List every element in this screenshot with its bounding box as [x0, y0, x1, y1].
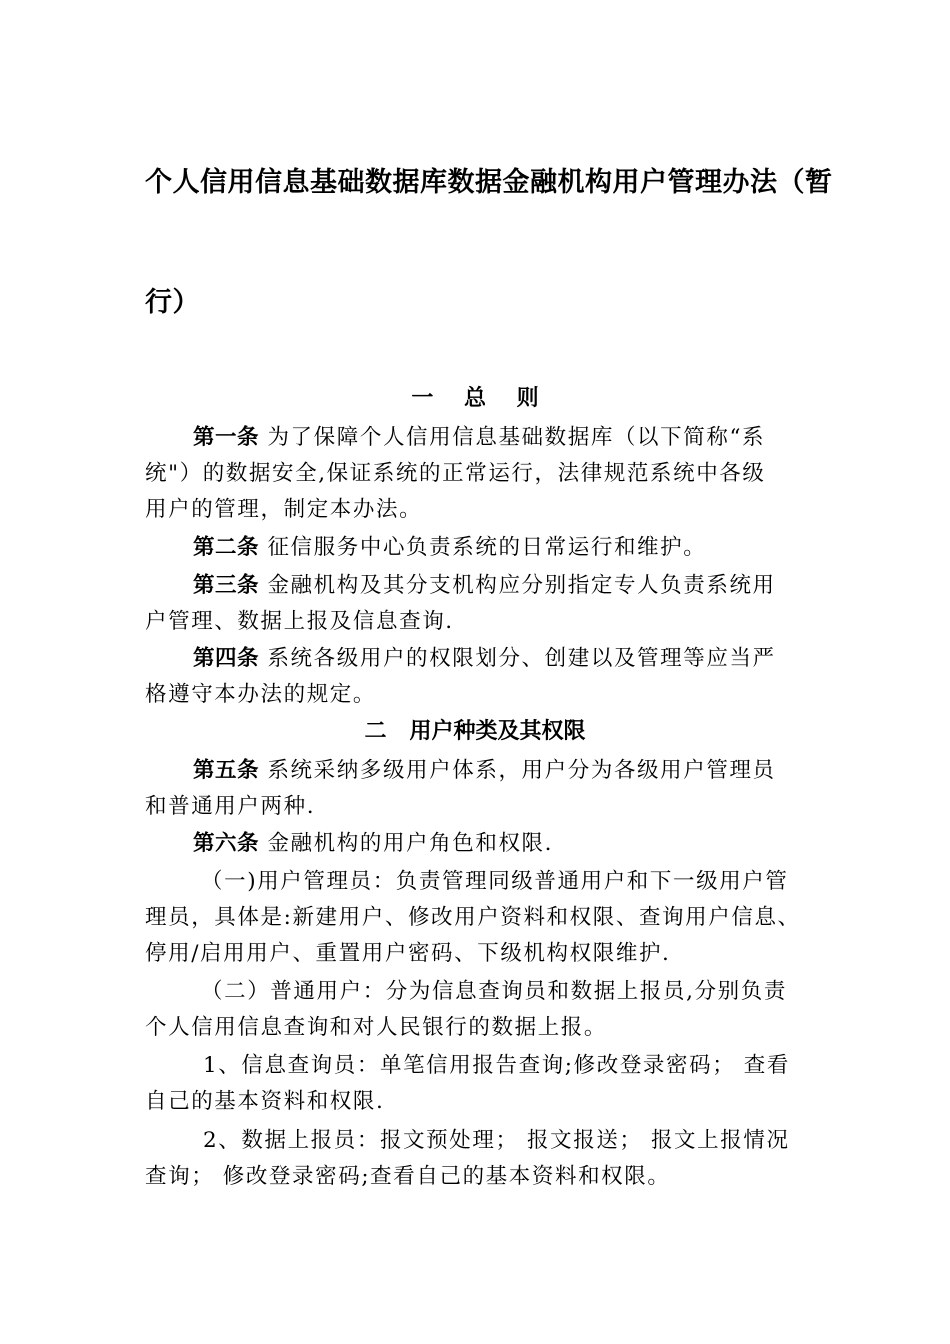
article-5-text: 系统采纳多级用户体系，用户分为各级用户管理员	[259, 758, 776, 783]
article-3-label: 第三条	[193, 573, 260, 598]
article-3-text: 金融机构及其分支机构应分别指定专人负责系统用	[259, 573, 776, 598]
sub-2-line-2: 查询； 修改登录密码;查看自己的基本资料和权限。	[145, 1164, 671, 1189]
sub-1-line-1: 1、信息查询员：单笔信用报告查询;修改登录密码； 查看	[203, 1053, 790, 1078]
document-title-line-1: 个人信用信息基础数据库数据金融机构用户管理办法（暂	[145, 167, 833, 198]
article-5-label: 第五条	[193, 758, 260, 783]
item-2-line-2: 个人信用信息查询和对人民银行的数据上报。	[145, 1015, 608, 1040]
article-5-line-2: 和普通用户两种.	[145, 794, 316, 819]
article-4-line-1	[145, 641, 873, 672]
item-1-line-1: （一)用户管理员：负责管理同级普通用户和下一级用户管	[201, 869, 789, 894]
article-6-label: 第六条	[193, 831, 260, 856]
article-3-line-1	[145, 568, 873, 599]
article-1-line-2: 统"）的数据安全,保证系统的正常运行，法律规范系统中各级	[145, 461, 766, 486]
article-4-line-2: 格遵守本办法的规定。	[145, 682, 377, 707]
sub-1-line-2: 自己的基本资料和权限.	[145, 1089, 385, 1114]
article-6-line-1	[145, 826, 873, 857]
article-4-text: 系统各级用户的权限划分、创建以及管理等应当严	[259, 646, 776, 671]
article-4-label: 第四条	[193, 646, 260, 671]
article-1-label: 第一条	[193, 425, 260, 450]
item-1-line-2: 理员，具体是:新建用户、修改用户资料和权限、查询用户信息、	[145, 905, 801, 930]
article-1-line-1	[145, 420, 873, 451]
sub-2-line-1: 2、数据上报员：报文预处理； 报文报送； 报文上报情况	[203, 1128, 790, 1153]
article-6-text: 金融机构的用户角色和权限.	[259, 831, 554, 856]
section-heading-general: 一 总 则	[411, 386, 539, 411]
article-1-line-3: 用户的管理，制定本办法。	[145, 497, 423, 522]
article-2-line-1	[145, 530, 873, 561]
document-title-line-2: 行）	[145, 287, 200, 318]
article-5-line-1	[145, 753, 873, 784]
section-heading-user-types: 二 用户种类及其权限	[364, 719, 586, 744]
article-2-text: 征信服务中心负责系统的日常运行和维护。	[259, 535, 707, 560]
item-2-line-1: （二）普通用户：分为信息查询员和数据上报员,分别负责	[201, 979, 787, 1004]
article-1-text: 为了保障个人信用信息基础数据库（以下简称“系	[259, 425, 766, 450]
article-2-label: 第二条	[193, 535, 260, 560]
article-3-line-2: 户管理、数据上报及信息查询.	[145, 609, 454, 634]
item-1-line-3: 停用/启用用户、重置用户密码、下级机构权限维护.	[145, 941, 671, 966]
